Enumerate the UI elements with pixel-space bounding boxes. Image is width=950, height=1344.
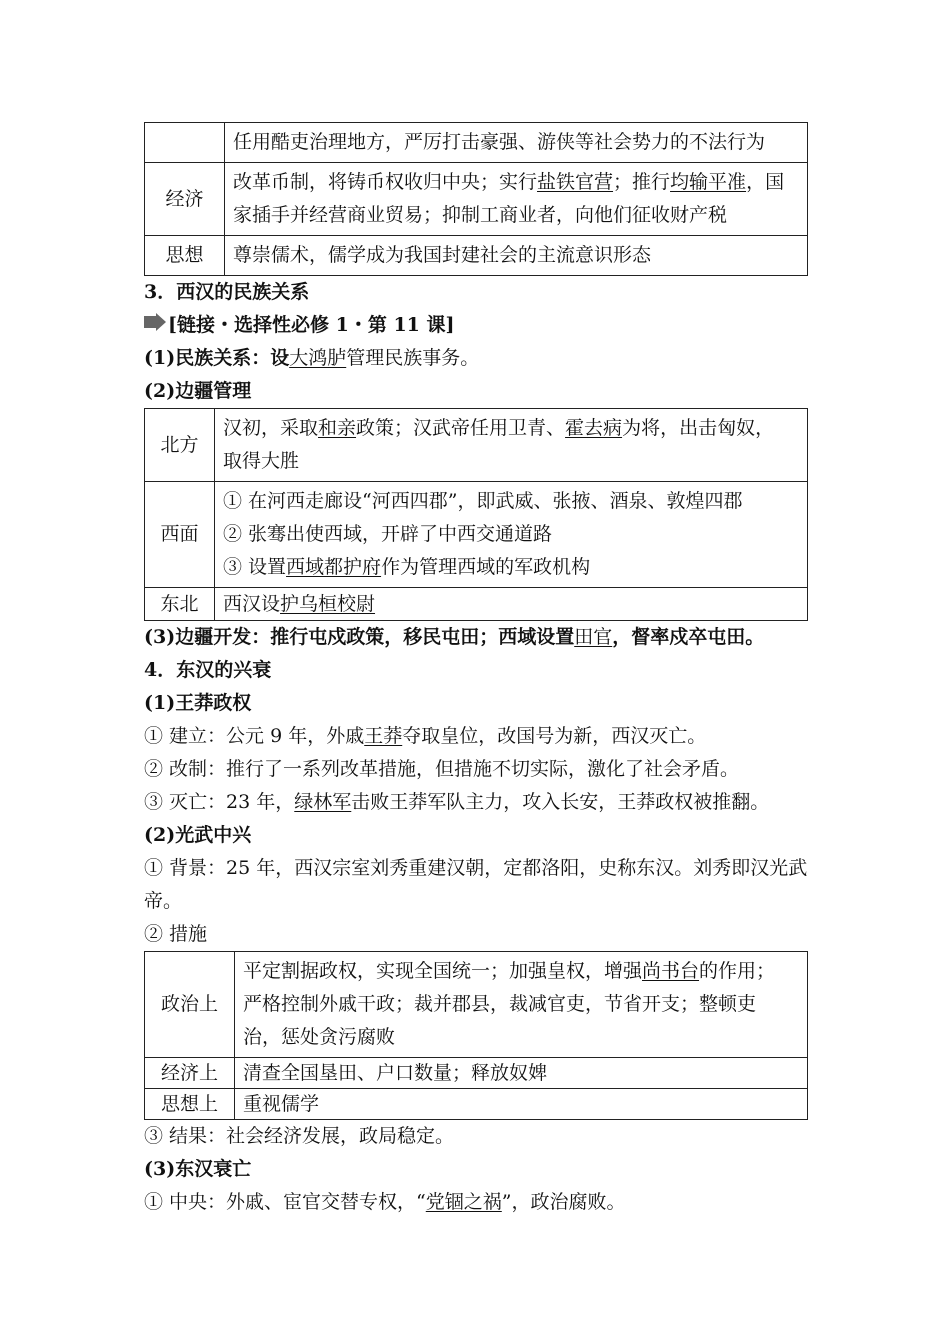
text: 夺取皇位，改国号为新，西汉灭亡。 xyxy=(402,725,707,747)
text: ，督率戍卒屯田。 xyxy=(612,626,765,648)
text: 取得大胜 xyxy=(223,450,300,472)
text: 为将，出击匈奴， xyxy=(622,417,775,439)
row-key xyxy=(145,123,225,163)
underlined-term: 田官 xyxy=(574,626,613,648)
paragraph: ② 措施 xyxy=(144,923,208,945)
text: 治，惩处贪污腐败 xyxy=(243,1026,396,1048)
paragraph xyxy=(144,786,808,819)
arrow-icon xyxy=(144,313,166,335)
link-text: [链接・选择性必修 1・第 11 课] xyxy=(168,314,455,336)
underlined-term: 霍去病 xyxy=(565,417,623,439)
row-key: 思想上 xyxy=(145,1089,235,1120)
row-key: 经济上 xyxy=(145,1058,235,1089)
table-row xyxy=(145,952,808,1058)
underlined-term: 绿林军 xyxy=(294,791,352,813)
text: 管理民族事务。 xyxy=(346,347,480,369)
subheading: (3)东汉衰亡 xyxy=(144,1158,252,1180)
subheading: (2)边疆管理 xyxy=(144,380,252,402)
underlined-term: 护乌桓校尉 xyxy=(280,593,376,615)
row-value: 重视儒学 xyxy=(235,1089,808,1120)
paragraph: ① 背景：25 年，西汉宗室刘秀重建汉朝，定都洛阳，史称东汉。刘秀即汉光武 xyxy=(144,857,808,879)
text: ② 张骞出使西域，开辟了中西交通道路 xyxy=(223,523,553,545)
underlined-term: 尚书台 xyxy=(642,960,700,982)
text: 改革币制，将铸币权收归中央；实行 xyxy=(233,171,538,193)
underlined-term: 党锢之祸 xyxy=(425,1191,502,1213)
text: 严格控制外戚干政；裁并郡县，裁减官吏，节省开支；整顿吏 xyxy=(243,993,757,1015)
text: 击败王莽军队主力，攻入长安，王莽政权被推翻。 xyxy=(351,791,770,813)
row-value xyxy=(225,163,808,236)
row-value xyxy=(235,952,808,1058)
table-row xyxy=(145,123,808,163)
underlined-term: 盐铁官营 xyxy=(537,171,614,193)
text: 政策；汉武帝任用卫青、 xyxy=(356,417,566,439)
paragraph: 帝。 xyxy=(144,890,183,912)
row-key: 西面 xyxy=(145,482,215,588)
table-row xyxy=(145,1058,808,1089)
table-row xyxy=(145,236,808,276)
table-row xyxy=(145,409,808,482)
paragraph xyxy=(144,621,808,654)
section-heading: 4．东汉的兴衰 xyxy=(144,659,272,681)
text: ，国 xyxy=(746,171,785,193)
text: 的作用； xyxy=(699,960,776,982)
subheading: (2)光武中兴 xyxy=(144,824,252,846)
row-key: 经济 xyxy=(145,163,225,236)
text: ① 中央：外戚、宦官交替专权，“ xyxy=(144,1191,426,1213)
paragraph: ③ 结果：社会经济发展，政局稳定。 xyxy=(144,1125,455,1147)
text: 家插手并经营商业贸易；抑制工商业者，向他们征收财产税 xyxy=(233,204,728,226)
text: 平定割据政权，实现全国统一；加强皇权，增强 xyxy=(243,960,643,982)
table-row xyxy=(145,163,808,236)
row-value xyxy=(215,409,808,482)
guangwu-measures-table xyxy=(144,951,808,1120)
row-value: 任用酷吏治理地方，严厉打击豪强、游侠等社会势力的不法行为 xyxy=(225,123,808,163)
text: ”，政治腐败。 xyxy=(501,1191,626,1213)
paragraph xyxy=(144,720,808,753)
table-row xyxy=(145,482,808,588)
frontier-management-table xyxy=(144,408,808,621)
text: 汉初，采取 xyxy=(223,417,319,439)
table-row xyxy=(145,1089,808,1120)
underlined-term: 和亲 xyxy=(318,417,357,439)
text: 作为管理西域的军政机构 xyxy=(381,556,591,578)
row-key: 北方 xyxy=(145,409,215,482)
row-value: 清查全国垦田、户口数量；释放奴婢 xyxy=(235,1058,808,1089)
paragraph xyxy=(144,1186,808,1219)
row-value xyxy=(215,482,808,588)
underlined-term: 西域都护府 xyxy=(286,556,382,578)
document-page xyxy=(144,122,808,1219)
western-han-measures-table xyxy=(144,122,808,276)
row-key: 思想 xyxy=(145,236,225,276)
table-row xyxy=(145,588,808,621)
subheading: (1)王莽政权 xyxy=(144,692,252,714)
row-key: 东北 xyxy=(145,588,215,621)
text: (3)边疆开发：推行屯戍政策，移民屯田；西域设置 xyxy=(144,626,575,648)
row-key: 政治上 xyxy=(145,952,235,1058)
paragraph xyxy=(144,342,808,375)
row-value: 尊崇儒术，儒学成为我国封建社会的主流意识形态 xyxy=(225,236,808,276)
textbook-link xyxy=(144,309,808,342)
text: (1)民族关系：设 xyxy=(144,347,290,369)
text: ① 在河西走廊设“河西四郡”，即武威、张掖、酒泉、敦煌四郡 xyxy=(223,490,743,512)
text: ③ 灭亡：23 年， xyxy=(144,791,295,813)
underlined-term: 大鸿胪 xyxy=(289,347,347,369)
section-heading: 3．西汉的民族关系 xyxy=(144,281,310,303)
row-value xyxy=(215,588,808,621)
underlined-term: 王莽 xyxy=(364,725,403,747)
underlined-term: 均输平准 xyxy=(670,171,747,193)
text: ① 建立：公元 9 年，外戚 xyxy=(144,725,365,747)
paragraph: ② 改制：推行了一系列改革措施，但措施不切实际，激化了社会矛盾。 xyxy=(144,758,740,780)
text: ；推行 xyxy=(613,171,671,193)
text: ③ 设置 xyxy=(223,556,287,578)
text: 西汉设 xyxy=(223,593,281,615)
